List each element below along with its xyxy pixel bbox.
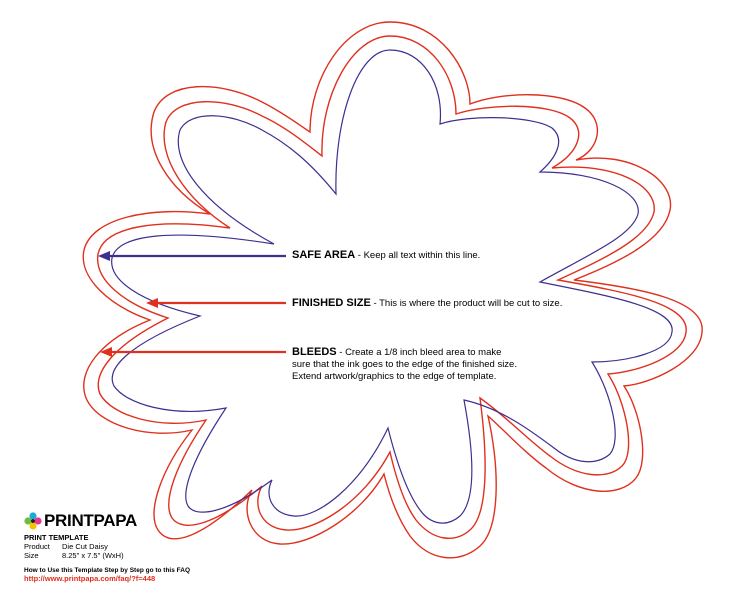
safe-area-callout	[292, 249, 652, 262]
finished-size-arrowhead	[146, 298, 158, 308]
finished-size-outline	[98, 36, 687, 538]
bleed-text: - Create a 1/8 inch bleed area to make sure that the ink goes to the edge of the finished size. Extend artwork/graphics to the edge of template.	[292, 347, 517, 382]
bleed-title: BLEEDS	[292, 346, 337, 358]
product-label: Product	[24, 542, 50, 551]
safe-area-outline	[112, 50, 673, 523]
bleed-callout	[292, 346, 522, 383]
bleed-arrowhead	[100, 347, 112, 357]
size-label: Size	[24, 551, 39, 560]
howto-text: How to Use this Template Step by Step go to this FAQ	[24, 567, 191, 574]
size-value: 8.25" x 7.5" (WxH)	[62, 551, 124, 560]
printpapa-logo	[24, 510, 264, 532]
finished-size-callout	[292, 297, 652, 310]
size-row	[24, 551, 264, 560]
safe-area-title: SAFE AREA	[292, 249, 356, 261]
product-row	[24, 542, 264, 551]
product-value: Die Cut Daisy	[62, 542, 108, 551]
template-title: PRINT TEMPLATE	[24, 533, 89, 542]
pinwheel-icon	[24, 512, 42, 530]
faq-link[interactable]: http://www.printpapa.com/faq/?f=448	[24, 574, 156, 583]
finished-size-text: - This is where the product will be cut to size.	[370, 298, 563, 309]
logo-text: PRINTPAPA	[44, 511, 138, 530]
finished-size-title: FINISHED SIZE	[292, 297, 371, 309]
safe-area-arrowhead	[98, 251, 110, 261]
callout-arrows	[98, 251, 286, 357]
safe-area-text: - Keep all text within this line.	[355, 250, 481, 261]
brand-block	[24, 510, 264, 583]
